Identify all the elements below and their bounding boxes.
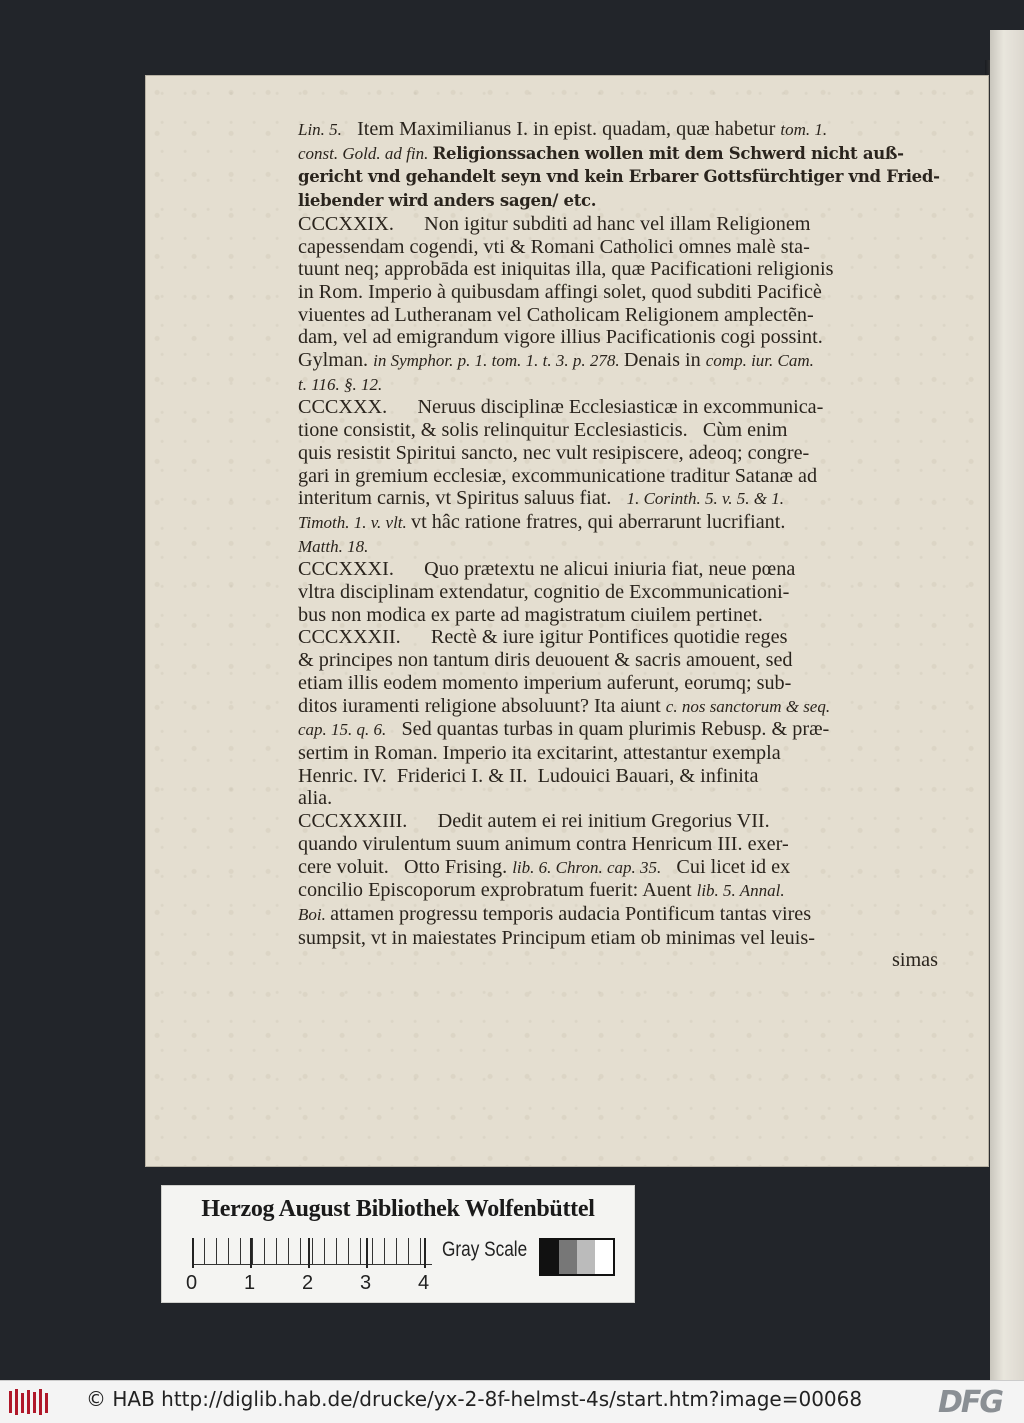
- hab-logo-icon: [8, 1387, 52, 1417]
- text-span: gari in gremium ecclesiæ, excommunicatione traditur Satanæ ad: [298, 464, 818, 487]
- text-span: concilio Episcoporum exprobratum fuerit: Auent: [298, 879, 697, 902]
- text-line: [298, 695, 938, 719]
- text-line: [298, 142, 938, 166]
- gray-swatch-cell: [595, 1240, 613, 1274]
- text-line: [298, 165, 938, 189]
- text-line: [298, 419, 938, 442]
- text-line: [298, 535, 938, 559]
- text-span: capessendam cogendi, vti & Romani Catholici omnes malè sta-: [298, 235, 810, 258]
- text-line: [298, 373, 938, 397]
- text-span: tom. 1.: [780, 120, 828, 139]
- text-line: [298, 765, 938, 788]
- text-line: [298, 558, 938, 581]
- text-span: bus non modica ex parte ad magistratum ciuilem pertinet.: [298, 603, 763, 626]
- text-span: comp. iur. Cam.: [705, 351, 814, 371]
- dfg-logo: DFG: [938, 1385, 1003, 1420]
- text-span: gericht vnd gehandelt seyn vnd kein Erbarer Gottsfürchtiger vnd Fried-: [298, 167, 940, 187]
- text-span: vt hâc ratione fratres, qui aberrarunt lucrifiant.: [411, 510, 786, 533]
- text-line: [298, 581, 938, 604]
- gray-scale-swatch: [539, 1238, 615, 1276]
- text-span: lib. 6. Chron. cap. 35.: [512, 857, 662, 877]
- ruler-number: 3: [360, 1272, 372, 1294]
- text-span: tuunt neq; approbāda est iniquitas illa, quæ Pacificationi religionis: [298, 258, 834, 281]
- text-span: Denais in: [623, 349, 706, 372]
- text-span: Boi.: [298, 904, 331, 924]
- text-line: [298, 396, 938, 419]
- text-span: const. Gold. ad fin.: [298, 143, 433, 163]
- text-span: CCCXXIX. Non igitur subditi ad hanc vel illam Religionem: [298, 212, 811, 235]
- catchword: simas: [892, 949, 938, 972]
- text-line: [298, 304, 938, 327]
- text-span: quando virulentum suum animum contra Henricum III. exer-: [298, 832, 789, 855]
- text-span: Gylman.: [298, 349, 374, 372]
- library-scale-card: [161, 1185, 635, 1303]
- text-line: [298, 787, 938, 810]
- gray-swatch-cell: [559, 1240, 577, 1274]
- text-line: [298, 742, 938, 765]
- ruler-number: 4: [418, 1272, 430, 1294]
- text-span: Matth. 18.: [298, 536, 369, 556]
- text-span: CCCXXXII. Rectè & iure igitur Pontifices quotidie reges: [298, 626, 788, 649]
- text-span: in Symphor. p. 1. tom. 1. t. 3. p. 278.: [373, 351, 624, 371]
- text-line: [298, 442, 938, 465]
- text-span: vltra disciplinam extendatur, cognitio de Excommunicationi-: [298, 581, 790, 604]
- text-span: sumpsit, vt in maiestates Principum etiam ob minimas vel leuis-: [298, 926, 815, 949]
- text-span: Religionssachen wollen mit dem Schwerd nicht auß-: [432, 143, 904, 163]
- text-line: [298, 281, 938, 304]
- text-span: Item Maximilianus I. in epist. quadam, quæ habetur: [341, 118, 781, 140]
- text-span: t. 116. §. 12.: [298, 374, 383, 394]
- text-span: quis resistit Spiritui sancto, nec vult resipiscere, adeoq; congre-: [298, 441, 810, 464]
- text-line: [298, 626, 938, 649]
- gray-swatch-cell: [541, 1240, 559, 1274]
- text-line: [298, 856, 938, 880]
- text-span: CCCXXX. Neruus disciplinæ Ecclesiasticæ in excommunica-: [298, 396, 824, 419]
- text-line: [298, 326, 938, 349]
- text-span: Henric. IV. Friderici I. & II. Ludouici Bauari, & infinita: [298, 764, 759, 787]
- text-line: [298, 189, 938, 213]
- gray-scale-label: Gray Scale: [442, 1238, 528, 1261]
- text-line: [298, 511, 938, 535]
- text-line: [298, 604, 938, 627]
- library-name: Herzog August Bibliothek Wolfenbüttel: [201, 1196, 595, 1222]
- text-line: [298, 649, 938, 672]
- text-span: Cui licet id ex: [661, 855, 791, 878]
- book-page: [146, 76, 988, 1166]
- text-line: [298, 672, 938, 695]
- page-text-block: [298, 118, 938, 972]
- text-line: [298, 118, 938, 142]
- text-span: cere voluit. Otto Frising.: [298, 855, 513, 878]
- text-span: CCCXXXI. Quo prætextu ne alicui iniuria fiat, neue pœna: [298, 558, 796, 581]
- text-span: cap. 15. q. 6.: [298, 720, 387, 740]
- gray-swatch-cell: [577, 1240, 595, 1274]
- text-line: [298, 879, 938, 903]
- text-span: Timoth. 1. v. vlt.: [298, 512, 412, 532]
- ruler-number: 1: [244, 1272, 256, 1294]
- text-line: [298, 213, 938, 236]
- text-line: [298, 258, 938, 281]
- text-span: etiam illis eodem momento imperium auferunt, eorumq; sub-: [298, 671, 792, 694]
- text-span: & principes non tantum diris deuouent & sacris amouent, sed: [298, 649, 793, 672]
- text-line: [298, 465, 938, 488]
- source-link[interactable]: © HAB http://diglib.hab.de/drucke/yx-2-8f-helmst-4s/start.htm?image=00068: [86, 1387, 863, 1411]
- text-line: [298, 903, 938, 927]
- text-span: viuentes ad Lutheranam vel Catholicam Religionem amplectẽn-: [298, 303, 814, 326]
- text-line: [298, 833, 938, 856]
- text-span: sertim in Roman. Imperio ita excitarint, attestantur exempla: [298, 741, 781, 764]
- text-span: 1. Corinth. 5. v. 5. & 1.: [626, 489, 784, 509]
- text-line: [298, 810, 938, 833]
- text-span: attamen progressu temporis audacia Pontificum tantas vires: [330, 902, 812, 925]
- ruler-major-ticks: [192, 1238, 437, 1268]
- text-span: ditos iuramenti religione absoluunt? Ita aiunt: [298, 694, 666, 717]
- text-span: Sed quantas turbas in quam plurimis Rebusp. & præ-: [386, 718, 830, 741]
- text-line: [298, 349, 938, 373]
- text-span: tione consistit, & solis relinquitur Ecclesiasticis. Cùm enim: [298, 419, 788, 442]
- text-span: lib. 5. Annal.: [696, 881, 785, 901]
- text-line: [298, 927, 938, 950]
- text-span: c. nos sanctorum & seq.: [665, 696, 831, 716]
- text-span: CCCXXXIII. Dedit autem ei rei initium Gregorius VII.: [298, 810, 770, 833]
- text-span: alia.: [298, 787, 333, 810]
- ruler-number: 0: [186, 1272, 198, 1294]
- ruler-number: 2: [302, 1272, 314, 1294]
- text-span: dam, vel ad emigrandum vigore illius Pacificationis cogi possint.: [298, 326, 823, 349]
- text-span: Lin. 5.: [298, 120, 342, 139]
- adjacent-page-edge: [990, 30, 1024, 1380]
- footer-bar: [0, 1380, 1024, 1423]
- text-span: interitum carnis, vt Spiritus saluus fiat.: [298, 487, 627, 510]
- text-line: [298, 236, 938, 259]
- text-span: liebender wird anders sagen/ etc.: [298, 191, 597, 211]
- text-line: [298, 487, 938, 511]
- text-line: [298, 718, 938, 742]
- text-span: in Rom. Imperio à quibusdam affingi solet, quod subditi Pacificè: [298, 280, 822, 303]
